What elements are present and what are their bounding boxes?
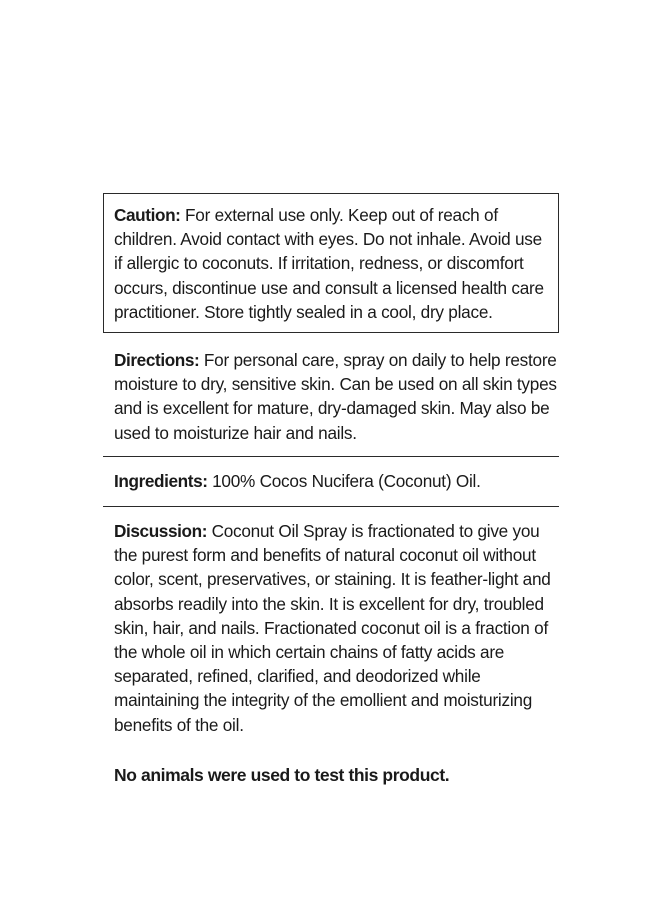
discussion-section <box>103 507 559 737</box>
ingredients-section <box>103 457 559 505</box>
ingredients-text: 100% Cocos Nucifera (Coconut) Oil. <box>212 471 481 492</box>
discussion-heading: Discussion: <box>114 521 208 542</box>
directions-heading: Directions: <box>114 350 200 371</box>
caution-section <box>103 193 559 333</box>
directions-section <box>103 348 559 456</box>
product-label-panel <box>103 193 559 787</box>
animal-testing-statement: No animals were used to test this product. <box>114 764 450 785</box>
directions-text: For personal care, spray on daily to help restore moisture to dry, sensitive skin. Can be used on all skin types and is excellent for mature, dry-damaged skin. May also be used to moisturize hair and nails. <box>114 350 557 443</box>
caution-text: For external use only. Keep out of reach of children. Avoid contact with eyes. Do not inhale. Avoid use if allergic to coconuts. If irritation, redness, or discomfort occurs, discontinue use and consult a licensed health care practitioner. Store tightly sealed in a cool, dry place. <box>114 205 544 322</box>
ingredients-heading: Ingredients: <box>114 471 208 492</box>
caution-heading: Caution: <box>114 205 181 225</box>
discussion-text: Coconut Oil Spray is fractionated to give you the purest form and benefits of natural coconut oil without color, scent, preservatives, or staining. It is feather-light and absorbs readily into the skin. It is excellent for dry, troubled skin, hair, and nails. Fractionated coconut oil is a fraction of the whole oil in which certain chains of fatty acids are separated, refined, clarified, and deodorized while maintaining the integrity of the emollient and moisturizing benefits of the oil. <box>114 521 551 735</box>
